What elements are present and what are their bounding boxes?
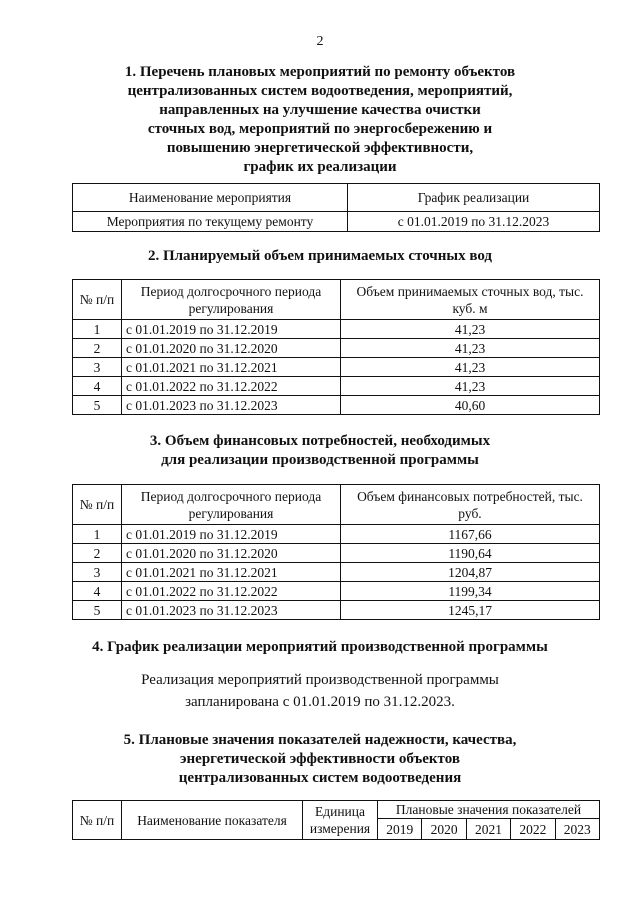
financial-needs-table <box>72 484 600 620</box>
table-cell: 1190,64 <box>341 544 600 563</box>
year-header: 2023 <box>555 819 599 840</box>
table-cell: с 01.01.2022 по 31.12.2022 <box>122 582 341 601</box>
table-row <box>73 358 600 377</box>
year-header: 2022 <box>511 819 555 840</box>
table-cell: 1167,66 <box>341 525 600 544</box>
table-header: Период долгосрочного периода регулирования <box>122 485 341 525</box>
table-cell: 41,23 <box>341 320 600 339</box>
table-header: График реализации <box>348 184 600 212</box>
table-cell: с 01.01.2021 по 31.12.2021 <box>122 358 341 377</box>
table-cell: с 01.01.2023 по 31.12.2023 <box>122 396 341 415</box>
table-cell: с 01.01.2019 по 31.12.2019 <box>122 320 341 339</box>
table-cell: 5 <box>73 396 122 415</box>
table-cell: 3 <box>73 563 122 582</box>
table-header: № п/п <box>73 280 122 320</box>
table-cell: 2 <box>73 339 122 358</box>
table-header: № п/п <box>73 485 122 525</box>
table-header: № п/п <box>73 801 122 840</box>
table-header: Период долгосрочного периода регулирования <box>122 280 341 320</box>
table-row <box>73 601 600 620</box>
table-header: Наименование показателя <box>122 801 303 840</box>
table-header: Плановые значения показателей <box>378 801 600 819</box>
page-number: 2 <box>316 34 324 49</box>
table-row <box>73 377 600 396</box>
section4-text: Реализация мероприятий производственной программы запланирована с 01.01.2019 по 31.12.2023. <box>141 672 499 710</box>
table-cell: 41,23 <box>341 358 600 377</box>
year-header: 2020 <box>422 819 466 840</box>
table-row <box>73 339 600 358</box>
table-row <box>73 396 600 415</box>
table-cell: 40,60 <box>341 396 600 415</box>
table-cell: 1245,17 <box>341 601 600 620</box>
table-row <box>73 525 600 544</box>
table-cell: 4 <box>73 377 122 396</box>
table-cell: 1204,87 <box>341 563 600 582</box>
section5-title: 5. Плановые значения показателей надежности, качества, энергетической эффективности объектов централизованных систем водоотведения <box>123 732 517 786</box>
table-cell: с 01.01.2022 по 31.12.2022 <box>122 377 341 396</box>
table-cell: 1 <box>73 320 122 339</box>
activities-table <box>72 183 600 232</box>
table-header: Объем принимаемых сточных вод, тыс. куб. м <box>341 280 600 320</box>
table-cell: 1 <box>73 525 122 544</box>
table-header: Единица измерения <box>303 801 378 840</box>
year-header: 2021 <box>466 819 510 840</box>
table-cell: с 01.01.2020 по 31.12.2020 <box>122 544 341 563</box>
table-cell: с 01.01.2021 по 31.12.2021 <box>122 563 341 582</box>
table-cell: 1199,34 <box>341 582 600 601</box>
section1-title: 1. Перечень плановых мероприятий по ремонту объектов централизованных систем водоотведения, мероприятий, направленных на улучшение качества очистки сточных вод, мероприятий по энергосбережению и повышению энергетической эффективности, график их реализации <box>124 64 516 175</box>
table-header: Объем финансовых потребностей, тыс. руб. <box>341 485 600 525</box>
table-row <box>73 320 600 339</box>
year-header: 2019 <box>378 819 422 840</box>
section3-title: 3. Объем финансовых потребностей, необходимых для реализации производственной программы <box>149 433 491 468</box>
table-cell: 41,23 <box>341 377 600 396</box>
table-cell: 2 <box>73 544 122 563</box>
table-cell: 3 <box>73 358 122 377</box>
table-row <box>73 563 600 582</box>
table-cell: 5 <box>73 601 122 620</box>
table-cell: с 01.01.2020 по 31.12.2020 <box>122 339 341 358</box>
section2-title: 2. Планируемый объем принимаемых сточных вод <box>147 248 493 264</box>
table-header: Наименование мероприятия <box>73 184 348 212</box>
table-row <box>73 544 600 563</box>
section4-title: 4. График реализации мероприятий производственной программы <box>92 639 548 655</box>
indicators-table <box>72 800 600 840</box>
table-cell: с 01.01.2023 по 31.12.2023 <box>122 601 341 620</box>
table-cell: с 01.01.2019 по 31.12.2019 <box>122 525 341 544</box>
table-cell: 4 <box>73 582 122 601</box>
table-cell: 41,23 <box>341 339 600 358</box>
table-cell: Мероприятия по текущему ремонту <box>73 212 348 232</box>
table-cell: с 01.01.2019 по 31.12.2023 <box>348 212 600 232</box>
table-row <box>73 582 600 601</box>
wastewater-volume-table <box>72 279 600 415</box>
table-row <box>73 212 600 232</box>
